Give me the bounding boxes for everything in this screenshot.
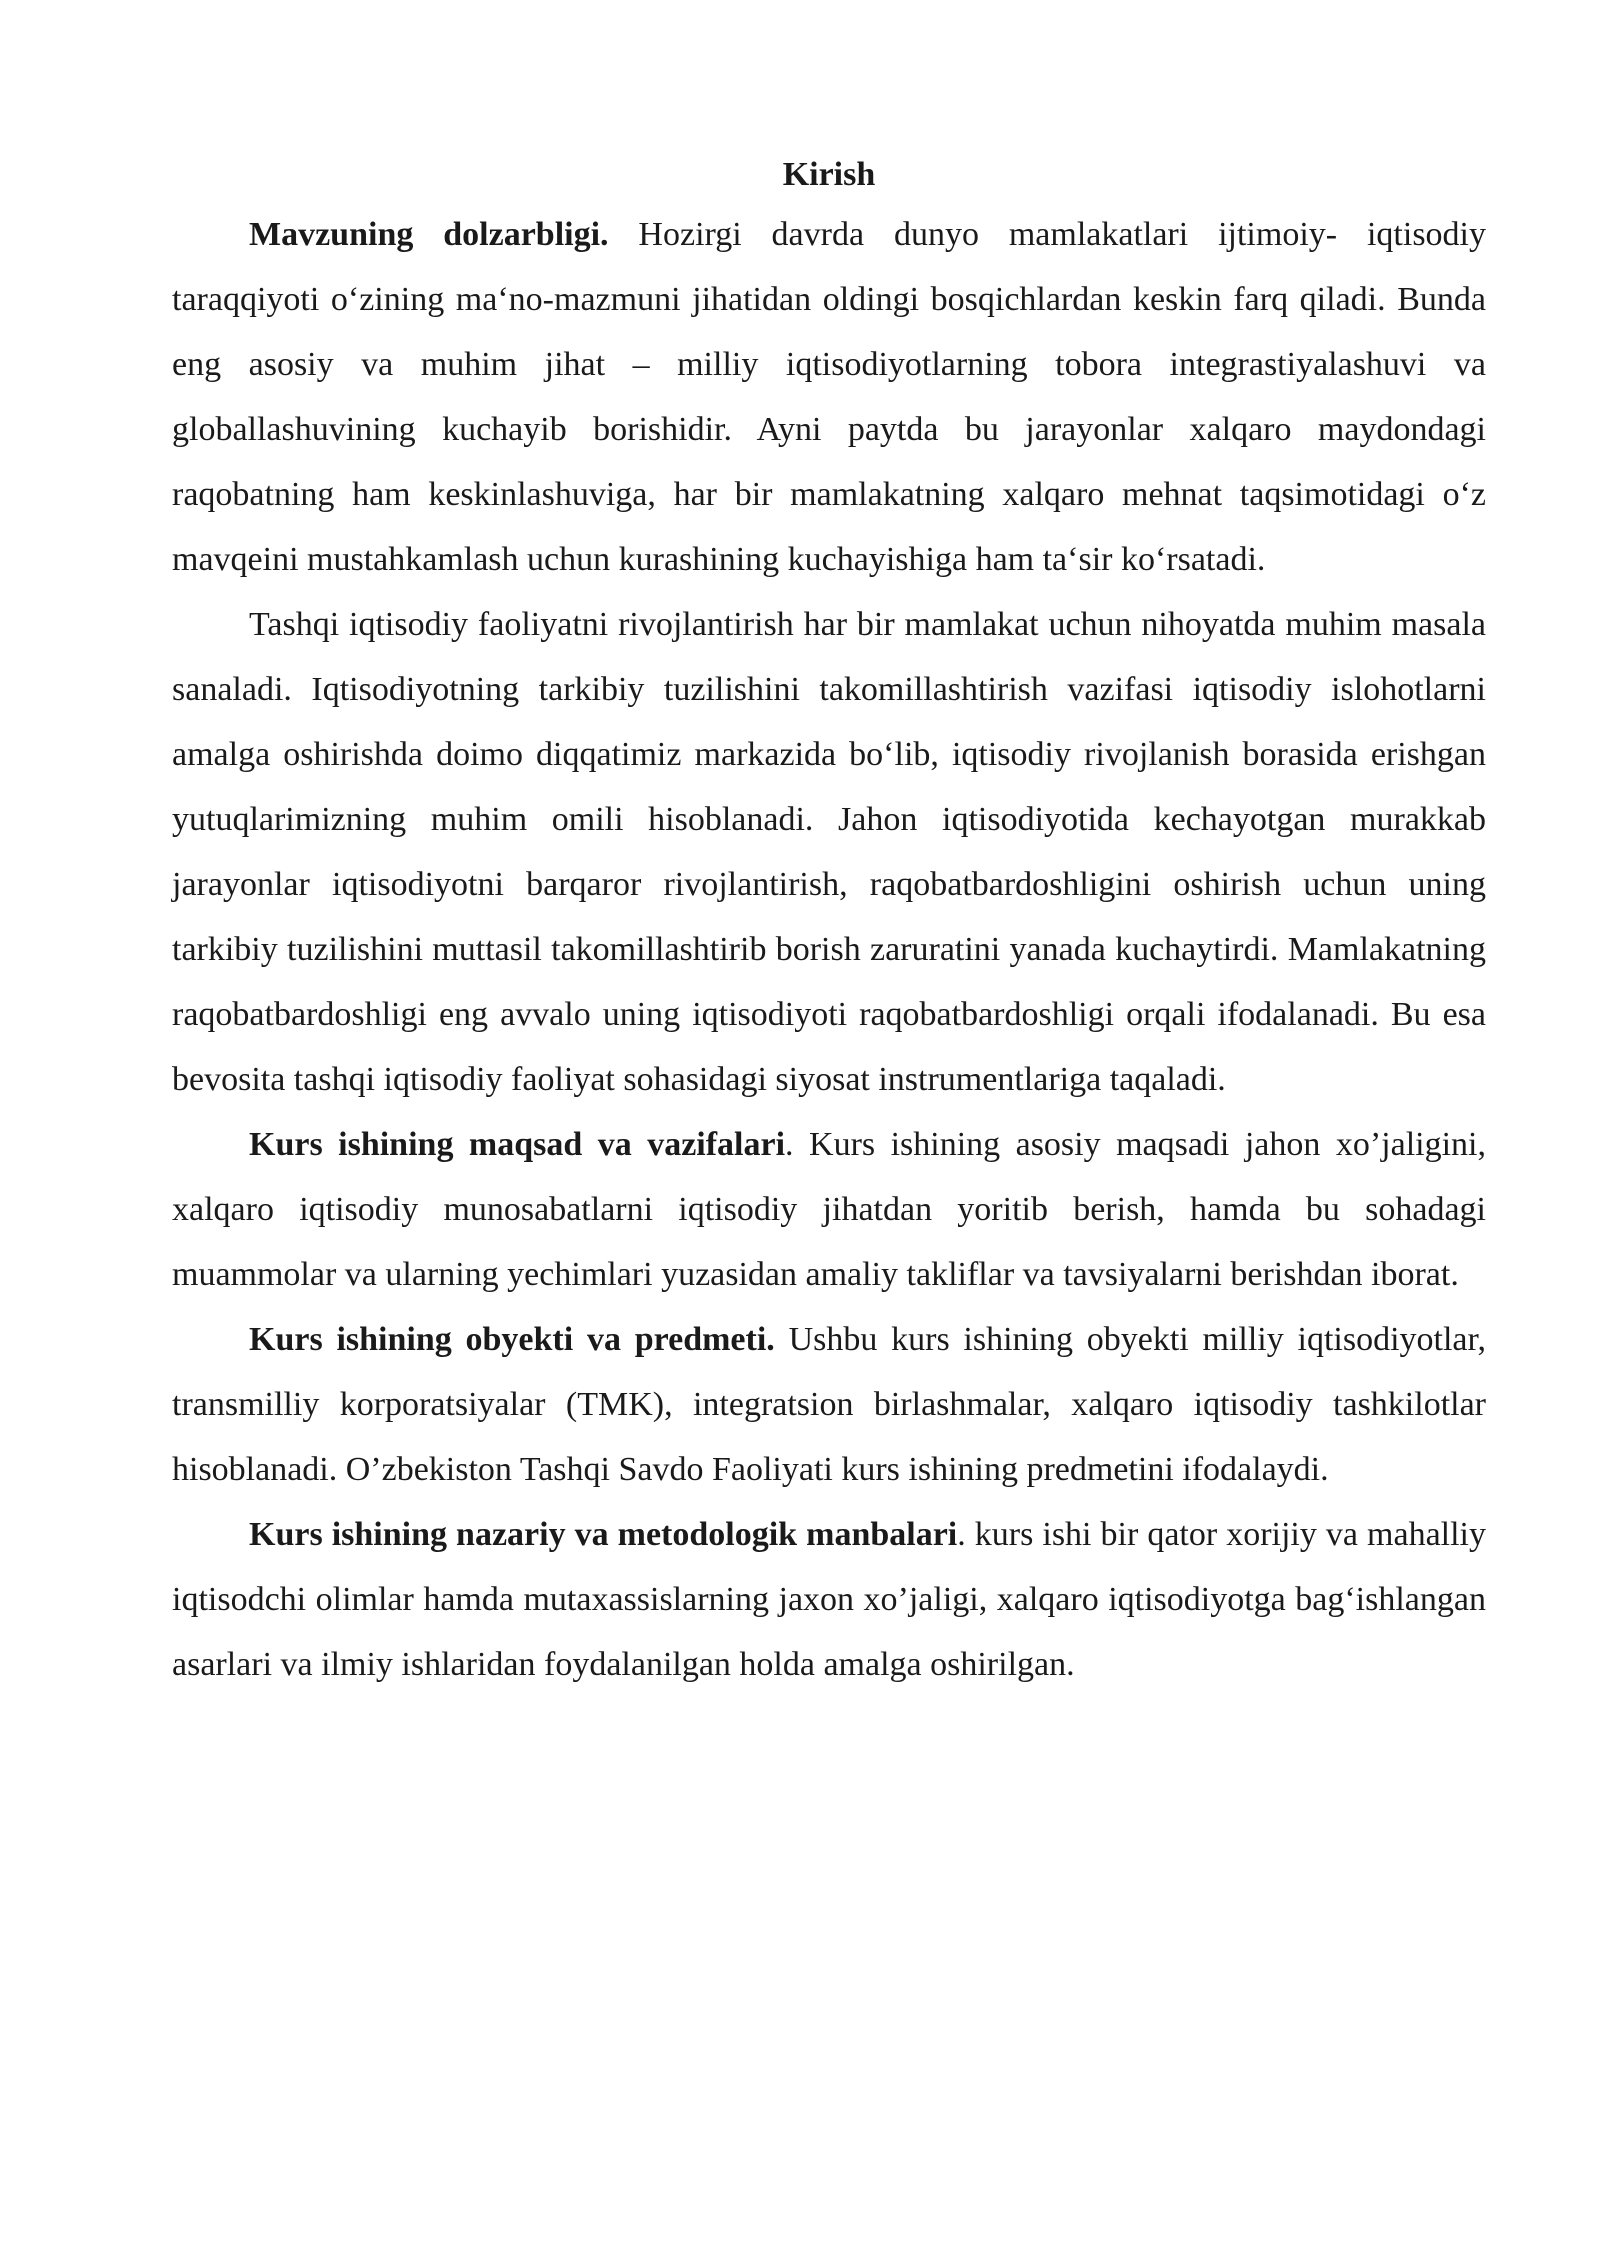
paragraph-foreign-economic-activity [172, 592, 1486, 1112]
paragraph-text: . Kurs ishining asosiy maqsadi jahon xo’jaligini, xalqaro iqtisodiy munosabatlarni iqtisodiy jihatdan yoritib berish, hamda bu sohadagi muammolar va ularning yechimlari yuzasidan amaliy takliflar va tavsiyalarni berishdan iborat. [172, 1126, 1486, 1293]
paragraph-goals [172, 1112, 1486, 1307]
paragraph-text: Tashqi iqtisodiy faoliyatni rivojlantirish har bir mamlakat uchun nihoyatda muhim masala sanaladi. Iqtisodiyotning tarkibiy tuzilishini takomillashtirish vazifasi iqtisodiy islohotlarni amalga oshirishda doimo diqqatimiz markazida bo‘lib, iqtisodiy rivojlanish borasida erishgan yutuqlarimizning muhim omili hisoblanadi. Jahon iqtisodiyotida kechayotgan murakkab jarayonlar iqtisodiyotni barqaror rivojlantirish, raqobatbardoshligini oshirish uchun uning tarkibiy tuzilishini muttasil takomillashtirib borish zaruratini yanada kuchaytirdi. Mamlakatning raqobatbardoshligi eng avvalo uning iqtisodiyoti raqobatbardoshligi orqali ifodalanadi. Bu esa bevosita tashqi iqtisodiy faoliyat sohasidagi siyosat instrumentlariga taqaladi. [172, 606, 1486, 1098]
paragraph-object-subject [172, 1307, 1486, 1502]
paragraph-heading: Kurs ishining obyekti va predmeti. [249, 1321, 775, 1358]
paragraph-heading: Kurs ishining nazariy va metodologik manbalari [249, 1516, 958, 1553]
document-body [172, 148, 1486, 1697]
paragraph-heading: Kurs ishining maqsad va vazifalari [249, 1126, 786, 1163]
paragraph-sources [172, 1502, 1486, 1697]
paragraph-text: Ushbu kurs ishining obyekti milliy iqtisodiyotlar, transmilliy korporatsiyalar (TMK), integratsion birlashmalar, xalqaro iqtisodiy tashkilotlar hisoblanadi. O’zbekiston Tashqi Savdo Faoliyati kurs ishining predmetini ifodalaydi. [172, 1321, 1486, 1488]
paragraph-text: . kurs ishi bir qator xorijiy va mahalliy iqtisodchi olimlar hamda mutaxassislarning jaxon xo’jaligi, xalqaro iqtisodiyotga bag‘ishlangan asarlari va ilmiy ishlaridan foydalanilgan holda amalga oshirilgan. [172, 1516, 1486, 1683]
page-title: Kirish [782, 156, 876, 193]
paragraph-heading: Mavzuning dolzarbligi. [249, 216, 609, 253]
paragraph-relevance [172, 202, 1486, 592]
paragraph-text: Hozirgi davrda dunyo mamlakatlari ijtimoiy- iqtisodiy taraqqiyoti o‘zining ma‘no-mazmuni jihatidan oldingi bosqichlardan keskin farq qiladi. Bunda eng asosiy va muhim jihat – milliy iqtisodiyotlarning tobora integrastiyalashuvi va globallashuvining kuchayib borishidir. Ayni paytda bu jarayonlar xalqaro maydondagi raqobatning ham keskinlashuviga, har bir mamlakatning xalqaro mehnat taqsimotidagi o‘z mavqeini mustahkamlash uchun kurashining kuchayishiga ham ta‘sir ko‘rsatadi. [172, 216, 1486, 578]
